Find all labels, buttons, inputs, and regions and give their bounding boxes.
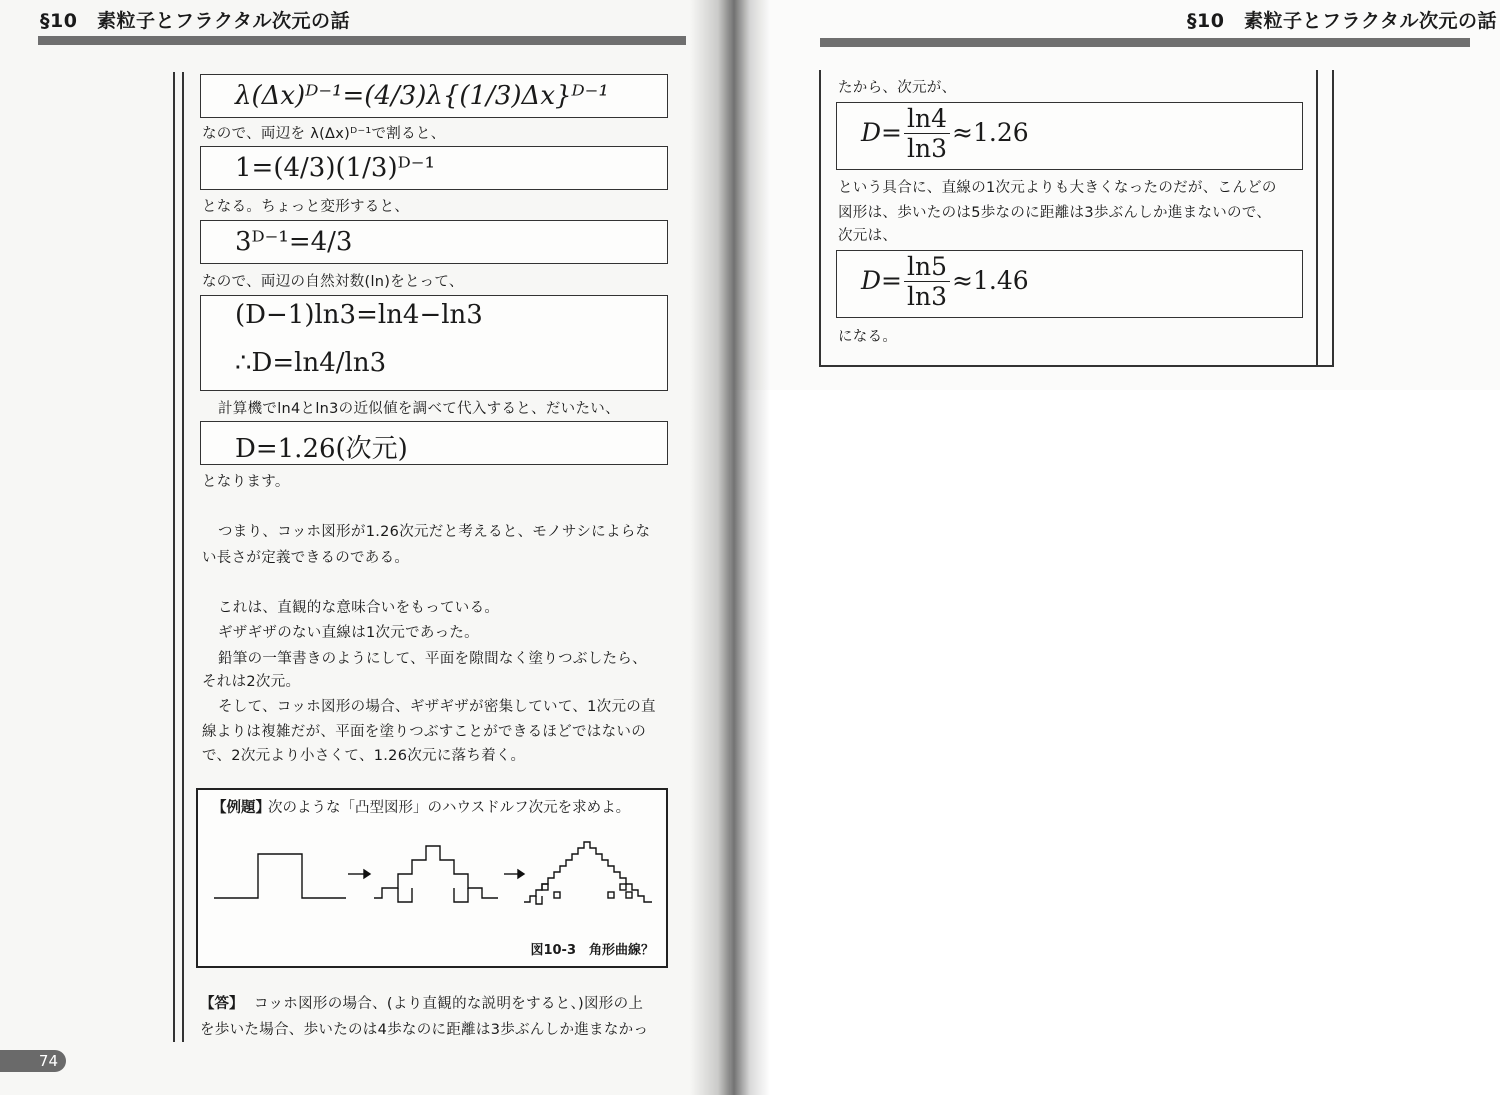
equation-box-2 — [200, 146, 668, 190]
answer-line: コッホ図形の場合、(より直観的な説明をすると、)図形の上 — [254, 996, 644, 1012]
stage-1-detail-right — [454, 888, 468, 902]
left-page-header-title: §10 素粒子とフラクタル次元の話 — [40, 10, 351, 32]
stage-0-curve — [214, 854, 346, 898]
equation-1: λ(Δx)ᴰ⁻¹=(4/3)λ{(1/3)Δx}ᴰ⁻¹ — [235, 81, 609, 111]
stage-1-curve — [374, 846, 498, 898]
page-number: 74 — [0, 1050, 66, 1072]
arrow-1-icon — [348, 870, 370, 878]
paragraph-line: これは、直観的な意味合いをもっている。 — [218, 600, 500, 616]
text-line: なので、両辺の自然対数(ln)をとって、 — [202, 274, 464, 290]
equation-2: 1=(4/3)(1/3)ᴰ⁻¹ — [235, 153, 435, 183]
right-column-rule-left — [819, 70, 821, 366]
equation-box-r1 — [836, 102, 1303, 170]
equation-r1: D= $\frac{\ln 4}{\ln 3}$ ≈1.26 — [861, 104, 1029, 163]
example-label: 【例題】 — [212, 800, 270, 816]
paragraph-line: で、2次元より小さくて、1.26次元に落ち着く。 — [202, 748, 526, 764]
left-column-rule-outer — [173, 72, 175, 1042]
paragraph-line: 鉛筆の一筆書きのようにして、平面を隙間なく塗りつぶしたら、 — [218, 651, 647, 667]
answer-line: を歩いた場合、歩いたのは4歩なのに距離は3歩ぶんしか進まなかっ — [200, 1022, 649, 1038]
fraction-ln4-ln3: $\frac{\ln 4}{\ln 3}$ — [904, 105, 950, 164]
stage-2-detail-box-1 — [542, 884, 548, 890]
equation-4a: (D−1)ln3=ln4−ln3 — [235, 300, 483, 330]
stage-2-detail-box-3 — [620, 884, 626, 890]
text-line: たから、次元が、 — [838, 80, 957, 96]
answer-label: 【答】 — [200, 996, 244, 1012]
text-line: 次元は、 — [838, 228, 898, 244]
paragraph-line: ギザギザのない直線は1次元であった。 — [218, 625, 479, 641]
fractal-figure — [212, 840, 656, 920]
text-line: になる。 — [838, 329, 898, 345]
equation-5: D=1.26(次元) — [235, 434, 408, 464]
paragraph-line: い長さが定義できるのである。 — [202, 550, 410, 566]
equation-box-4 — [200, 295, 668, 391]
figure-caption: 図10-3 角形曲線？ — [530, 943, 654, 958]
equation-box-1 — [200, 74, 668, 118]
paragraph-line: 線よりは複雑だが、平面を塗りつぶすことができるほどではないの — [202, 724, 646, 740]
equation-box-5 — [200, 421, 668, 465]
stage-2-detail-box-5 — [608, 892, 614, 898]
stage-2-curve — [524, 842, 652, 902]
equation-r2: D= $\frac{\ln 5}{\ln 3}$ ≈1.46 — [861, 252, 1029, 311]
paragraph-line: そして、コッホ図形の場合、ギザギザが密集していて、1次元の直 — [218, 699, 656, 715]
stage-2-detail-box-2 — [554, 892, 560, 898]
text-line: となる。ちょっと変形すると、 — [202, 199, 410, 215]
left-column-rule-inner — [182, 72, 184, 1042]
arrow-2-icon — [504, 870, 524, 878]
right-column-rule-outer — [1332, 70, 1334, 366]
equation-box-3 — [200, 220, 668, 264]
example-problem-box — [196, 788, 668, 968]
equation-box-r2 — [836, 250, 1303, 318]
book-gutter-shadow — [690, 0, 770, 1095]
paragraph-line: つまり、コッホ図形が1.26次元だと考えると、モノサシによらな — [218, 524, 651, 540]
right-header-bar — [820, 38, 1470, 47]
right-page-header-title: §10 素粒子とフラクタル次元の話 — [1187, 10, 1498, 32]
stage-2-detail — [536, 896, 542, 904]
text-line: 図形は、歩いたのは5歩なのに距離は3歩ぶんしか進まないので、 — [838, 205, 1272, 221]
right-column-bottom-rule — [819, 365, 1334, 367]
left-header-bar — [38, 36, 686, 45]
right-column-rule-right — [1316, 70, 1318, 366]
text-line: なので、両辺を λ(Δx)ᴰ⁻¹で割ると、 — [202, 126, 446, 142]
text-line: という具合に、直線の1次元よりも大きくなったのだが、こんどの — [838, 180, 1277, 196]
right-page-blank-area — [730, 390, 1500, 1095]
equation-4b: ∴D=ln4/ln3 — [235, 348, 387, 378]
fraction-ln5-ln3: $\frac{\ln 5}{\ln 3}$ — [904, 253, 950, 312]
example-text: 次のような「凸型図形」のハウスドルフ次元を求めよ。 — [268, 800, 631, 816]
stage-1-detail-left — [398, 888, 412, 902]
text-line: となります。 — [202, 474, 290, 490]
equation-3: 3ᴰ⁻¹=4/3 — [235, 227, 353, 257]
paragraph-line: それは2次元。 — [202, 674, 301, 690]
stage-2-detail-box-4 — [626, 892, 632, 898]
text-line: 計算機でln4とln3の近似値を調べて代入すると、だいたい、 — [218, 401, 620, 417]
